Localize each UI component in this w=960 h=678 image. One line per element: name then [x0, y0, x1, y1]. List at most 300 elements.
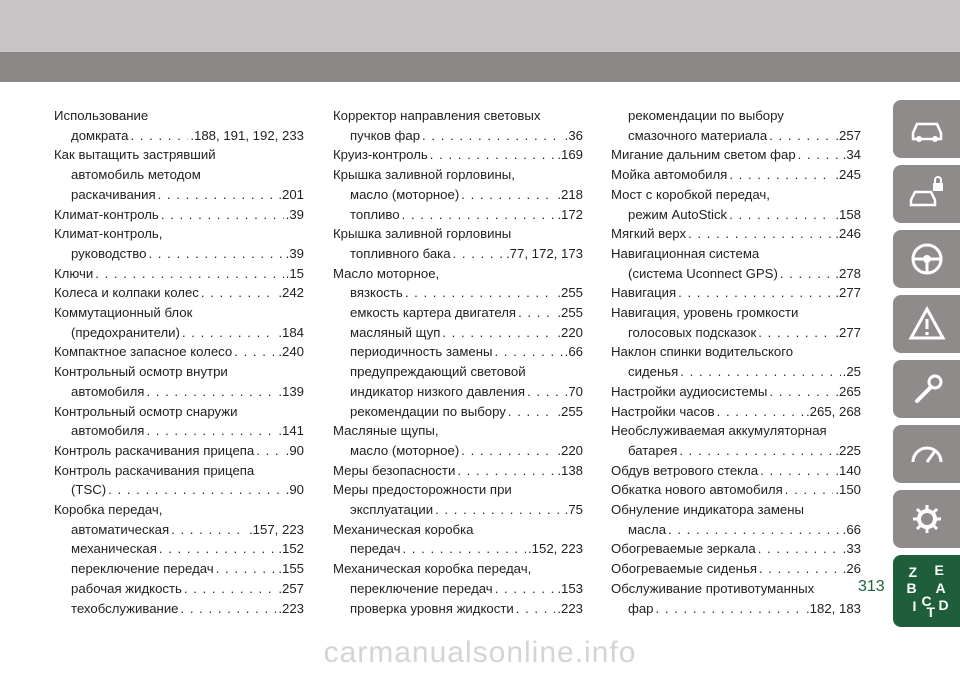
index-line: [611, 185, 861, 205]
index-entry: [54, 205, 304, 225]
index-line: [611, 362, 861, 382]
leader-dots: [108, 480, 283, 500]
tab-car-lock[interactable]: [893, 165, 960, 223]
page-reference[interactable]: .265: [835, 383, 861, 399]
page-reference[interactable]: .66: [564, 344, 583, 360]
index-line: [333, 382, 583, 402]
index-line: [333, 185, 583, 205]
car-lock-icon: [907, 174, 947, 214]
index-line: [333, 599, 583, 619]
leader-dots: [159, 539, 276, 559]
leader-dots: [234, 342, 276, 362]
index-entry: [611, 342, 861, 381]
index-line: [611, 224, 861, 244]
page-reference[interactable]: .139: [278, 383, 304, 399]
index-term: домкрата: [71, 127, 129, 143]
leader-dots: [759, 559, 841, 579]
leader-dots: [516, 599, 556, 619]
page-reference[interactable]: .278: [835, 265, 861, 281]
index-line: [54, 165, 304, 185]
index-entry: [333, 480, 583, 519]
leader-dots: [457, 461, 555, 481]
index-line: [611, 106, 861, 126]
index-line: [611, 323, 861, 343]
page-reference[interactable]: .257: [278, 580, 304, 596]
index-term: сиденья: [628, 364, 679, 380]
gear-icon: [907, 499, 947, 539]
index-line: [611, 126, 861, 146]
index-entry: [611, 579, 861, 618]
index-column-2: [333, 106, 583, 618]
leader-dots: [508, 402, 555, 422]
page-reference[interactable]: .255: [557, 285, 583, 301]
leader-dots: [256, 441, 283, 461]
index-term: механическая: [71, 541, 157, 557]
tab-gauges[interactable]: [893, 425, 960, 483]
leader-dots: [201, 283, 276, 303]
index-entry: [611, 402, 861, 422]
index-line: [333, 441, 583, 461]
index-entry: [54, 106, 304, 145]
index-line: [54, 342, 304, 362]
index-line: [54, 441, 304, 461]
index-line: [333, 559, 583, 579]
index-line: [54, 539, 304, 559]
page-reference[interactable]: .150: [835, 482, 861, 498]
page-reference[interactable]: .255: [557, 403, 583, 419]
leader-dots: [656, 599, 804, 619]
page-reference[interactable]: .66: [842, 521, 861, 537]
index-term: Мост с коробкой передач,: [611, 186, 770, 202]
index-term: Навигация: [611, 285, 677, 301]
page-reference[interactable]: .70: [564, 383, 583, 399]
index-term: Меры предосторожности при: [333, 482, 512, 498]
index-term: Как вытащить застрявший: [54, 147, 216, 163]
tab-car[interactable]: [893, 100, 960, 158]
index-term: Крышка заливной горловины,: [333, 167, 515, 183]
index-term: Навигация, уровень громкости: [611, 305, 799, 321]
page-reference[interactable]: .152, 223: [528, 541, 583, 557]
index-entry: [333, 106, 583, 145]
leader-dots: [182, 323, 276, 343]
index-term: Масло моторное,: [333, 265, 440, 281]
watermark: carmanualsonline.info: [323, 636, 637, 669]
index-entry: [333, 224, 583, 263]
page-reference[interactable]: .265, 268: [806, 403, 861, 419]
index-term: Механическая коробка: [333, 521, 474, 537]
page-reference[interactable]: .257: [835, 127, 861, 143]
leader-dots: [758, 323, 833, 343]
index-entry: [611, 106, 861, 145]
leader-dots: [527, 382, 563, 402]
index-line: [54, 520, 304, 540]
index-term: Масляные щупы,: [333, 423, 439, 439]
index-line: [54, 579, 304, 599]
index-entry: [54, 362, 304, 401]
leader-dots: [430, 145, 556, 165]
index-line: [54, 283, 304, 303]
leader-dots: [679, 441, 833, 461]
index-line: [611, 303, 861, 323]
page-reference[interactable]: .223: [278, 600, 304, 616]
index-term: Контроль раскачивания прицепа: [54, 442, 255, 458]
index-line: [54, 559, 304, 579]
index-line: [611, 559, 861, 579]
leader-dots: [216, 559, 277, 579]
index-line: [54, 205, 304, 225]
index-term: Крышка заливной горловины: [333, 226, 512, 242]
index-term: рекомендации по выбору: [628, 108, 784, 123]
leader-dots: [785, 480, 834, 500]
page-reference[interactable]: .15: [285, 265, 304, 281]
section-tabs: [893, 100, 960, 634]
index-term: Использование: [54, 108, 149, 123]
index-line: [611, 599, 861, 619]
warning-triangle-icon: [907, 304, 947, 344]
leader-dots: [181, 599, 277, 619]
index-term: Корректор направления световых: [333, 108, 541, 123]
index-term: Колеса и колпаки колес: [54, 285, 199, 301]
index-line: [611, 421, 861, 441]
index-term: автоматическая: [71, 521, 170, 537]
page-reference[interactable]: .246: [835, 226, 861, 242]
index-term: автомобиля: [71, 423, 145, 439]
index-line: [54, 323, 304, 343]
index-line: [333, 126, 583, 146]
page-reference[interactable]: .90: [285, 442, 304, 458]
index-line: [333, 283, 583, 303]
index-entry: [611, 244, 861, 283]
leader-dots: [729, 165, 833, 185]
index-column-3: [611, 106, 861, 618]
leader-dots: [688, 224, 833, 244]
index-line: [54, 500, 304, 520]
index-line: [611, 342, 861, 362]
leader-dots: [760, 461, 833, 481]
index-entry: [611, 145, 861, 165]
index-entry: [54, 342, 304, 362]
index-line: [611, 402, 861, 422]
index-entry: [611, 303, 861, 342]
index-term: Обогреваемые сиденья: [611, 561, 757, 577]
page-reference[interactable]: .153: [557, 580, 583, 596]
index-line: [611, 461, 861, 481]
page-number: 313: [858, 578, 885, 595]
index-term: Ключи: [54, 265, 94, 281]
index-entry: [333, 165, 583, 224]
index-line: [54, 421, 304, 441]
index-line: [333, 165, 583, 185]
wrench-icon: [907, 369, 947, 409]
leader-dots: [402, 205, 556, 225]
index-entry: [611, 382, 861, 402]
index-term: Наклон спинки водительского: [611, 344, 794, 360]
index-line: [54, 362, 304, 382]
index-term: Контрольный осмотр снаружи: [54, 403, 238, 419]
index-column-1: [54, 106, 304, 618]
tab-specs[interactable]: [893, 490, 960, 548]
index-line: [333, 106, 583, 126]
index-entry: [333, 145, 583, 165]
index-line: [333, 205, 583, 225]
page-reference[interactable]: .138: [557, 462, 583, 478]
index-line: [54, 264, 304, 284]
index-line: [611, 382, 861, 402]
index-entry: [611, 461, 861, 481]
index-line: [333, 323, 583, 343]
index-entry: [54, 283, 304, 303]
index-entry: [333, 461, 583, 481]
leader-dots: [146, 382, 276, 402]
index-entry: [54, 224, 304, 263]
index-term: Механическая коробка передач,: [333, 561, 532, 577]
index-term: индикатор низкого давления: [350, 383, 526, 399]
index-line: [611, 480, 861, 500]
index-term: Коробка передач,: [54, 502, 163, 518]
index-line: [333, 480, 583, 500]
leader-dots: [518, 303, 555, 323]
index-line: [54, 480, 304, 500]
leader-dots: [442, 323, 555, 343]
index-line: [333, 520, 583, 540]
page-reference[interactable]: .75: [564, 502, 583, 518]
page-reference[interactable]: .277: [835, 285, 861, 301]
leader-dots: [461, 441, 555, 461]
leader-dots: [798, 145, 841, 165]
index-term: пучков фар: [350, 127, 421, 143]
page-reference[interactable]: .184: [278, 324, 304, 340]
index-term: масло (моторное): [350, 186, 460, 202]
page-reference[interactable]: .245: [835, 167, 861, 183]
index-entry: [54, 500, 304, 618]
index-term: Компактное запасное колесо: [54, 344, 233, 360]
page-reference[interactable]: .26: [842, 561, 861, 577]
index-line: [333, 264, 583, 284]
index-term: Контроль раскачивания прицепа: [54, 462, 255, 478]
index-line: [611, 145, 861, 165]
index-entry: [54, 145, 304, 204]
index-entry: [611, 421, 861, 460]
index-term: рабочая жидкость: [71, 580, 182, 596]
index-term: голосовых подсказок: [628, 324, 757, 340]
index-entry: [54, 441, 304, 461]
page-reference[interactable]: .242: [278, 285, 304, 301]
leader-dots: [758, 539, 841, 559]
index-term: эксплуатации: [350, 502, 434, 518]
leader-dots: [95, 264, 283, 284]
leader-dots: [461, 185, 555, 205]
page-reference[interactable]: .33: [842, 541, 861, 557]
page-reference[interactable]: .188, 191, 192, 233: [190, 127, 304, 143]
index-entry: [611, 480, 861, 500]
page-reference[interactable]: .220: [557, 324, 583, 340]
index-entry: [611, 185, 861, 224]
index-line: [54, 145, 304, 165]
page-reference[interactable]: .155: [278, 561, 304, 577]
index-term: Меры безопасности: [333, 462, 456, 478]
index-entry: [333, 559, 583, 618]
page-reference[interactable]: .220: [557, 442, 583, 458]
leader-dots: [148, 244, 283, 264]
index-line: [611, 539, 861, 559]
index-term: масляный щуп: [350, 324, 441, 340]
index-entry: [54, 303, 304, 342]
page-reference[interactable]: .218: [557, 186, 583, 202]
leader-dots: [146, 421, 276, 441]
index-term: передач: [350, 541, 401, 557]
index-line: [333, 421, 583, 441]
index-entry: [611, 539, 861, 559]
index-line: [611, 165, 861, 185]
index-term: Климат-контроль,: [54, 226, 163, 242]
index-line: [611, 441, 861, 461]
index-line: [54, 402, 304, 422]
leader-dots: [495, 579, 556, 599]
index-term: режим AutoStick: [628, 206, 728, 222]
index-term: (предохранители): [71, 324, 180, 340]
page-reference[interactable]: .223: [557, 600, 583, 616]
index-line: [333, 342, 583, 362]
index-line: [54, 382, 304, 402]
leader-dots: [769, 382, 833, 402]
tab-steering[interactable]: [893, 230, 960, 288]
page-reference[interactable]: .169: [557, 147, 583, 163]
page-reference[interactable]: .36: [564, 127, 583, 143]
index-term: топливного бака: [350, 245, 451, 261]
leader-dots: [130, 126, 188, 146]
index-line: [54, 461, 304, 481]
page-reference[interactable]: .77, 172, 173: [506, 245, 583, 261]
page-reference[interactable]: .140: [835, 462, 861, 478]
index-line: [611, 520, 861, 540]
page-reference[interactable]: .240: [278, 344, 304, 360]
tab-index[interactable]: [893, 555, 960, 627]
leader-dots: [422, 126, 563, 146]
tab-maintenance[interactable]: [893, 360, 960, 418]
index-term: емкость картера двигателя: [350, 305, 517, 321]
page-reference[interactable]: .39: [285, 206, 304, 222]
index-line: [54, 185, 304, 205]
index-term: автомобиль методом: [71, 167, 201, 183]
tab-warning[interactable]: [893, 295, 960, 353]
leader-dots: [158, 185, 277, 205]
page-reference[interactable]: .157, 223: [249, 521, 304, 537]
index-term: (система Uconnect GPS): [628, 265, 778, 281]
leader-dots: [680, 362, 840, 382]
index-term: Мойка автомобиля: [611, 167, 728, 183]
index-line: [333, 461, 583, 481]
index-entry: [54, 264, 304, 284]
index-term: Климат-контроль: [54, 206, 159, 222]
leader-dots: [171, 520, 247, 540]
index-term: техобслуживание: [71, 600, 179, 616]
index-line: [611, 264, 861, 284]
index-term: вязкость: [350, 285, 403, 301]
index-term: масло (моторное): [350, 442, 460, 458]
index-term: Мягкий верх: [611, 226, 687, 242]
page-reference[interactable]: .182, 183: [806, 600, 861, 616]
steering-wheel-icon: [907, 239, 947, 279]
index-line: [333, 303, 583, 323]
index-entry: [611, 224, 861, 244]
index-term: смазочного материала: [628, 127, 768, 143]
page-reference[interactable]: .152: [278, 541, 304, 557]
leader-dots: [780, 264, 833, 284]
index-term: топливо: [350, 206, 400, 222]
index-tab-icon: Z E B A I C D T: [906, 562, 949, 620]
index-term: переключение передач: [350, 580, 493, 596]
page-reference[interactable]: .141: [278, 423, 304, 439]
index-line: [333, 244, 583, 264]
leader-dots: [453, 244, 504, 264]
page-reference[interactable]: .158: [835, 206, 861, 222]
page-reference[interactable]: .277: [835, 324, 861, 340]
index-entry: [611, 500, 861, 539]
index-line: [54, 244, 304, 264]
index-line: [611, 205, 861, 225]
page-reference[interactable]: .172: [557, 206, 583, 222]
index-entry: [54, 402, 304, 441]
index-term: (TSC): [71, 482, 107, 498]
page-reference[interactable]: .34: [842, 147, 861, 163]
page-reference[interactable]: .201: [278, 186, 304, 202]
index-term: Необслуживаемая аккумуляторная: [611, 423, 827, 439]
leader-dots: [678, 283, 833, 303]
index-term: Коммутационный блок: [54, 305, 193, 321]
index-term: предупреждающий световой: [350, 364, 526, 380]
leader-dots: [494, 342, 562, 362]
index-line: [611, 283, 861, 303]
index-entry: [611, 559, 861, 579]
leader-dots: [668, 520, 841, 540]
index-term: Обогреваемые зеркала: [611, 541, 756, 557]
leader-dots: [717, 402, 804, 422]
leader-dots: [184, 579, 276, 599]
index-entry: [333, 421, 583, 460]
index-term: Навигационная система: [611, 245, 760, 261]
index-term: Обкатка нового автомобиля: [611, 482, 783, 498]
index-line: [611, 579, 861, 599]
leader-dots: [405, 283, 556, 303]
page-reference[interactable]: .255: [557, 305, 583, 321]
index-entry: [54, 461, 304, 500]
index-entry: [333, 264, 583, 422]
index-line: [333, 145, 583, 165]
index-term: Контрольный осмотр внутри: [54, 364, 228, 380]
index-line: [54, 106, 304, 126]
page-reference[interactable]: .39: [285, 245, 304, 261]
index-term: Обнуление индикатора замены: [611, 502, 804, 518]
index-term: автомобиля: [71, 383, 145, 399]
leader-dots: [769, 126, 833, 146]
index-term: Настройки часов: [611, 403, 715, 419]
index-term: периодичность замены: [350, 344, 493, 360]
page-reference[interactable]: .225: [835, 442, 861, 458]
index-line: [333, 500, 583, 520]
leader-dots: [161, 205, 284, 225]
page-reference[interactable]: .25: [842, 364, 861, 380]
index-term: масла: [628, 521, 667, 537]
index-term: рекомендации по выбору: [350, 403, 506, 419]
speedometer-icon: [907, 434, 947, 474]
index-term: переключение передач: [71, 561, 214, 577]
car-icon: [907, 109, 947, 149]
index-line: [333, 362, 583, 382]
index-term: Мигание дальним светом фар: [611, 147, 796, 163]
index-term: батарея: [628, 442, 678, 458]
page-reference[interactable]: .90: [285, 482, 304, 498]
leader-dots: [435, 500, 563, 520]
